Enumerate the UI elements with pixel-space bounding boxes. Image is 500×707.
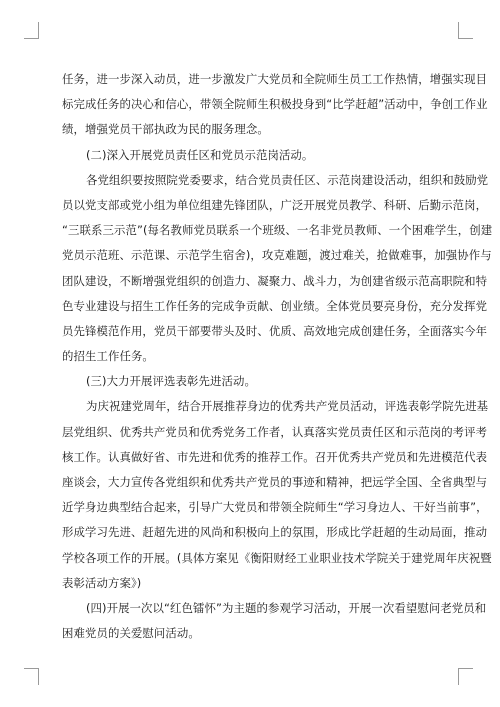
text-line: 绩，增强党员干部执政为民的服务理念。 <box>62 122 269 137</box>
text-line: 形成学习先进、赶超先进的风尚和积极向上的氛围，形成比学赶超的生动局面，推动 <box>62 525 488 540</box>
text-line: (四)开展一次以“红色镭怀”为主题的参观学习活动，开展一次看望慰问老党员和 <box>86 600 487 615</box>
crop-mark-bottom-left <box>24 668 39 685</box>
crop-mark-top-left <box>24 22 39 39</box>
crop-mark-bottom-right <box>458 668 473 685</box>
text-line: 座谈会，大力宣传各党组织和优秀共产党员的事迹和精神，把远学全国、全省典型与 <box>62 475 488 489</box>
text-line: 员以党支部或党小组为单位组建先锋团队，广泛开展党员教学、科研、后勤示范岗， <box>62 197 488 212</box>
text-line: 表彰活动方案》) <box>62 575 142 590</box>
text-line: 各党组织要按照院党委要求，结合党员责任区、示范岗建设活动，组织和鼓励党 <box>86 172 489 187</box>
text-line: (二)深入开展党员责任区和党员示范岗活动。 <box>86 147 314 162</box>
document-body <box>62 67 493 646</box>
text-line: 核工作。认真做好省、市先进和优秀的推荐工作。召开优秀共产党员和先进模范代表 <box>62 449 488 464</box>
text-line: 色专业建设与招生工作任务的完成争贡献、创业绩。全体党员要亮身份，充分发挥党 <box>62 298 488 313</box>
text-line: “三联系三示范”(每名教师党员联系一个班级、一名非党员教师、一个困难学生，创建 <box>62 223 493 238</box>
text-line: 团队建设，不断增强党组织的创造力、凝聚力、战斗力，为创建省级示范高职院和特 <box>62 273 488 288</box>
text-line: 近学身边典型结合起来，引导广大党员和带领全院师生“学习身边人、干好当前事”， <box>62 500 488 515</box>
text-line: 困难党员的关爱慰问活动。 <box>62 626 200 641</box>
text-line: 标完成任务的决心和信心，带领全院师生积极投身到“比学赶超”活动中，争创工作业 <box>62 97 488 112</box>
text-line: 层党组织、优秀共产党员和优秀党务工作者，认真落实党员责任区和示范岗的考评考 <box>62 424 488 439</box>
crop-mark-top-right <box>458 22 473 39</box>
text-line: 学校各项工作的开展。(具体方案见《衡阳财经工业职业技术学院关于建党周年庆祝暨 <box>62 550 492 565</box>
text-line: 任务，进一步深入动员，进一步激发广大党员和全院师生员工工作热情，增强实现目 <box>62 72 488 86</box>
text-line: 为庆祝建党周年，结合开展推荐身边的优秀共产党员活动，评选表彰学院先进基 <box>86 399 489 414</box>
text-line: 党员示范班、示范课、示范学生宿舍)，攻克难题，渡过难关，抢做难事，加强协作与 <box>62 248 492 263</box>
text-line: (三)大力开展评选表彰先进活动。 <box>86 374 256 389</box>
text-line: 的招生工作任务。 <box>62 349 154 364</box>
text-line: 员先锋模范作用，党员干部要带头及时、优质、高效地完成创建任务，全面落实今年 <box>62 323 488 338</box>
